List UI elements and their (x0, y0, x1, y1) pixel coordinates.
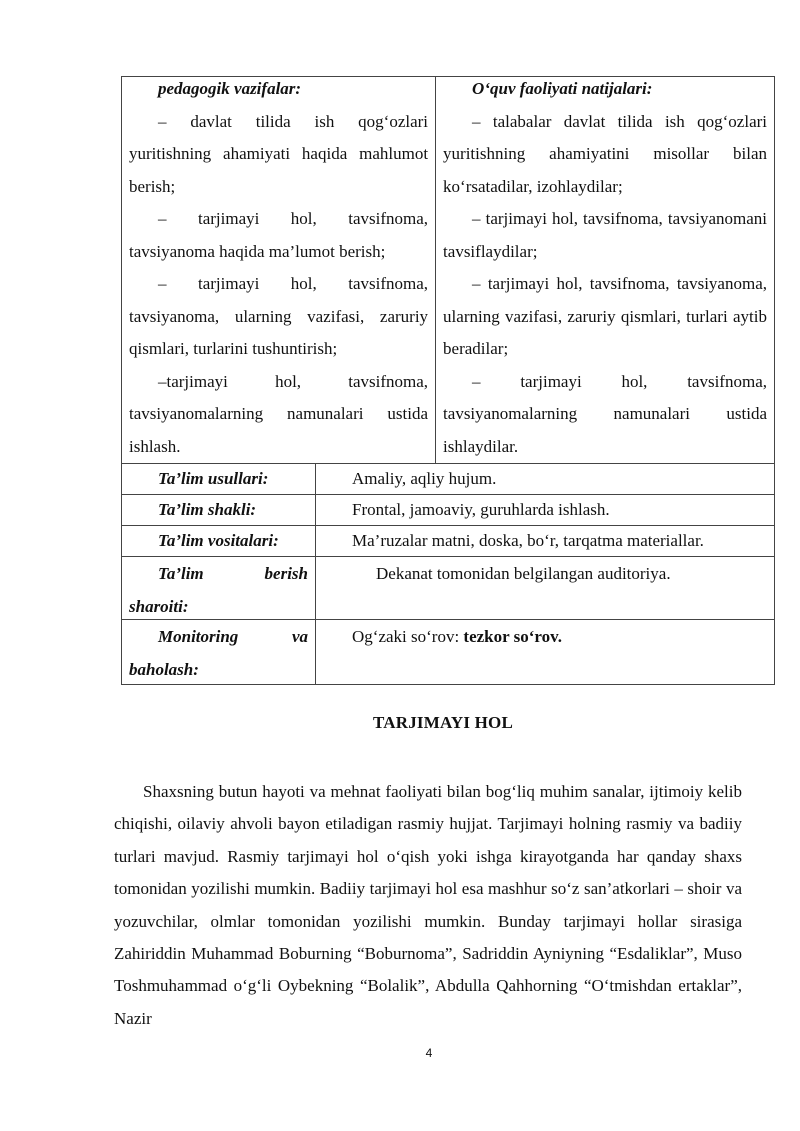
table-row (122, 556, 774, 619)
task-item: –tarjimayi hol, tavsifnoma, tavsiyanomalarning namunalari ustida ishlash. (129, 371, 429, 456)
table-row (122, 619, 774, 684)
row-label: Ta’lim shakli: (122, 495, 316, 525)
learning-outcomes-column (436, 77, 774, 463)
row-value: Amaliy, aqliy hujum. (352, 469, 497, 488)
row-label: Monitoring va baholash: (122, 620, 316, 684)
task-item: – davlat tilida ish qog‘ozlari yuritishning ahamiyati haqida mahlumot berish; (129, 111, 429, 196)
row-value: Frontal, jamoaviy, guruhlarda ishlash. (352, 500, 610, 519)
outcome-item: – tarjimayi hol, tavsifnoma, tavsiyanoma, ularning vazifasi, zaruriy qismlari, turlari aytib beradilar; (443, 274, 767, 358)
row-value: Og‘zaki so‘rov: tezkor so‘rov. (352, 627, 562, 646)
objectives-table (121, 76, 775, 463)
table-row (122, 464, 774, 494)
body-paragraph: Shaxsning butun hayoti va mehnat faoliyati bilan bog‘liq muhim sanalar, ijtimoiy kelib chiqishi, oilaviy ahvoli bayon etiladigan rasmiy hujjat. Tarjimayi holning rasmiy va badiiy turlari mavjud. Rasmiy tarjimayi hol o‘qish yoki ishga kirayotganda har qanday shaxs tomonidan yozilishi mumkin. Badiiy tarjimayi hol esa mashhur so‘z san’atkorlari – shoir va yozuvchilar, olmlar tomonidan yozilishi mumkin. Bunday tarjimayi hollar sirasiga Zahiriddin Muhammad Boburning “Boburnoma”, Sadriddin Ayniyning “Esdaliklar”, Muso Toshmuhammad o‘g‘li Oybekning “Bolalik”, Abdulla Qahhorning “O‘tmishdan ertaklar”, Nazir (114, 782, 742, 1028)
pedagogical-tasks-heading: pedagogik vazifalar: (158, 79, 302, 98)
pedagogical-tasks-column (122, 77, 436, 463)
learning-outcomes-heading: O‘quv faoliyati natijalari: (472, 79, 653, 98)
row-value: Ma’ruzalar matni, doska, bo‘r, tarqatma materiallar. (352, 531, 704, 550)
row-value: Dekanat tomonidan belgilangan auditoriya. (376, 564, 671, 583)
section-heading: TARJIMAYI HOL (372, 713, 514, 732)
table-row (122, 525, 774, 556)
lesson-details-table (121, 463, 775, 685)
table-row (122, 494, 774, 525)
row-label: Ta’lim berish sharoiti: (122, 557, 316, 619)
task-item: – tarjimayi hol, tavsifnoma, tavsiyanoma, ularning vazifasi, zaruriy qismlari, turlarini tushuntirish; (129, 274, 429, 358)
row-label: Ta’lim vositalari: (122, 526, 316, 556)
outcome-item: – tarjimayi hol, tavsifnoma, tavsiyanomalarning namunalari ustida ishlaydilar. (443, 371, 767, 456)
outcome-item: – tarjimayi hol, tavsifnoma, tavsiyanomani tavsiflaydilar; (443, 209, 767, 261)
outcome-item: – talabalar davlat tilida ish qog‘ozlari yuritishning ahamiyatini misollar bilan ko‘rsatadilar, izohlaydilar; (443, 111, 767, 196)
row-label: Ta’lim usullari: (122, 464, 316, 494)
task-item: – tarjimayi hol, tavsifnoma, tavsiyanoma haqida ma’lumot berish; (129, 209, 429, 261)
page-number: 4 (425, 1046, 433, 1060)
